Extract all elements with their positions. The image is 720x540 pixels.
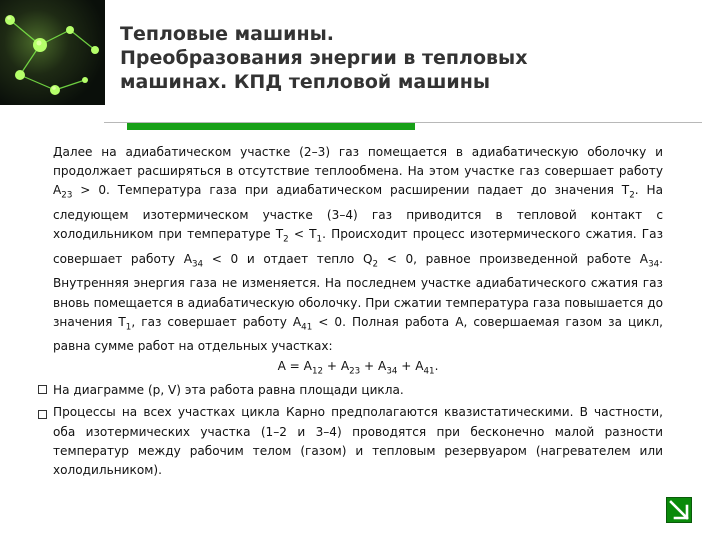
paragraph-pv-diagram: На диаграмме (p, V) эта работа равна площади цикла. (53, 383, 404, 398)
subscript-index: 1 (316, 234, 323, 245)
bullet-marker-3 (38, 410, 47, 419)
slide-title-line-3: машинах. КПД тепловой машины (120, 71, 490, 93)
total-work-formula: $A = A_{12} + A_{23} + A_{34} + A_{41}$. (277, 358, 439, 377)
subscript-index: 2 (372, 259, 379, 270)
subscript-index: 23 (61, 190, 73, 201)
paragraph-adiabatic-cycle: Далее на адиабатическом участке (2–3) газ помещается в адиабатическую оболочку и продолжает расширяться в отсутствие теплообмена. На этом участке газ совершает работу $A_{23} > 0$. Температура газа при адиабатическом расширении падает до значения $T_2$. На следующем изотермическом участке (3–4) газ приводится в тепловой контакт с холодильником при температуре $T_2 < T_1$. Происходит процесс изотермического сжатия. Газ совершает работу $A_{34} < 0$ и отдает тепло $Q_2 < 0$, равное произведенной работе $A_{34}$. Внутренняя энергия газа не изменяется. На последнем участке адиабатического сжатия газ вновь помещается в адиабатическую оболочку. При сжатии температура газа повышается до значения $T_1$, газ совершает работу $A_{41} < 0$. Полная работа A, совершаемая газом за цикл, равна сумме работ на отдельных участках: (53, 145, 664, 354)
slide-title-line-1: Тепловые машины. (120, 23, 335, 45)
subscript-index: 2 (283, 234, 289, 245)
title-accent-bar (127, 123, 415, 130)
subscript-index: 12 (311, 366, 324, 377)
subscript-index: 34 (386, 366, 398, 377)
subscript-index: 41 (423, 366, 435, 377)
subscript-index: 23 (349, 366, 361, 377)
slide-title (120, 22, 680, 94)
next-slide-button[interactable] (666, 497, 692, 523)
subscript-index: 41 (301, 322, 313, 333)
paragraph-quasistatic: Процессы на всех участках цикла Карно предполагаются квазистатическими. В частности, оба изотермических участка (1–2 и 3–4) проводятся при бесконечно малой разности температур между рабочим телом (газом) и тепловым резервуаром (нагревателем или холодильником). (53, 405, 663, 478)
molecule-decoration-image (0, 0, 105, 105)
subscript-index: 2 (629, 190, 635, 201)
slide-body (53, 143, 663, 480)
bullet-marker-2 (38, 385, 47, 394)
slide-title-line-2: Преобразования энергии в тепловых (120, 47, 528, 69)
subscript-index: 1 (125, 322, 132, 333)
molecule-decoration-icon (0, 0, 105, 105)
subscript-index: 34 (192, 259, 204, 270)
subscript-index: 34 (648, 259, 660, 270)
next-slide-arrow-icon (667, 498, 691, 522)
